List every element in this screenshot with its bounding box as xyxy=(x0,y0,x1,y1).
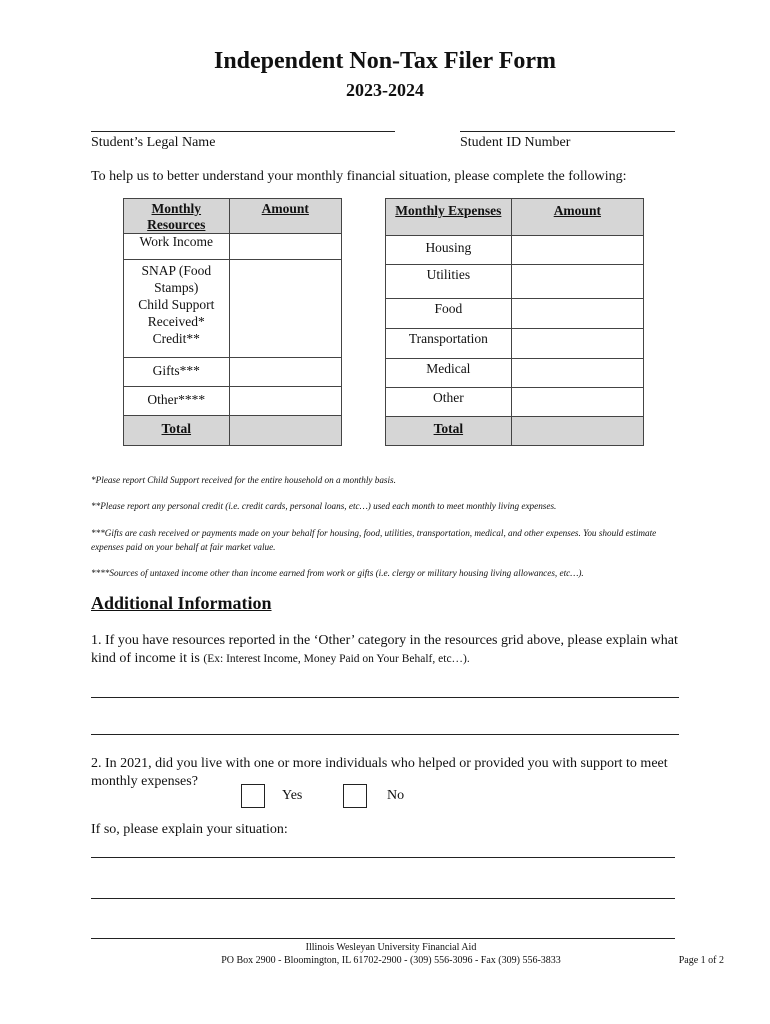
question-1-answer-line-1[interactable] xyxy=(91,697,679,698)
resource-work-income-amount[interactable] xyxy=(229,234,341,260)
form-year: 2023-2024 xyxy=(346,80,424,100)
explain-line-1[interactable] xyxy=(91,857,675,858)
student-id-line[interactable] xyxy=(460,131,675,132)
expenses-header: Monthly Expenses xyxy=(386,199,512,236)
student-name-label: Student’s Legal Name xyxy=(91,135,216,150)
resource-work-income: Work Income xyxy=(124,234,230,260)
note-other: ****Sources of untaxed income other than income earned from work or gifts (i.e. clergy or military housing living allowances, etc…). xyxy=(91,568,584,578)
footer-address: PO Box 2900 - Bloomington, IL 61702-2900 - (309) 556-3096 - Fax (309) 556-3833 xyxy=(221,955,561,966)
no-label: No xyxy=(387,788,405,803)
explain-label: If so, please explain your situation: xyxy=(91,822,288,837)
expense-housing-amount[interactable] xyxy=(511,236,643,265)
question-2: 2. In 2021, did you live with one or more individuals who helped or provided you with support to meet monthly expenses? xyxy=(91,756,668,789)
expenses-amount-header: Amount xyxy=(511,199,643,236)
resource-other: Other**** xyxy=(124,387,230,416)
no-checkbox[interactable] xyxy=(343,784,367,808)
yes-label: Yes xyxy=(282,788,303,803)
resource-child-support: Child Support Received* xyxy=(138,297,215,329)
note-child-support: *Please report Child Support received for the entire household on a monthly basis. xyxy=(91,475,396,485)
expense-other-amount[interactable] xyxy=(511,388,643,417)
expense-food-amount[interactable] xyxy=(511,299,643,329)
question-1-example: (Ex: Interest Income, Money Paid on Your Behalf, etc…). xyxy=(203,653,470,665)
resource-other-amount[interactable] xyxy=(229,387,341,416)
intro-text: To help us to better understand your monthly financial situation, please complete the following: xyxy=(91,169,627,184)
expenses-table xyxy=(385,198,644,446)
resources-total-amount[interactable] xyxy=(229,416,341,446)
additional-heading: Additional Information xyxy=(91,593,272,613)
resource-gifts-amount[interactable] xyxy=(229,358,341,387)
expense-housing: Housing xyxy=(386,236,512,265)
expenses-total: Total xyxy=(386,417,512,446)
expense-transportation-amount[interactable] xyxy=(511,329,643,359)
resources-amount-header: Amount xyxy=(229,199,341,234)
note-gifts: ***Gifts are cash received or payments made on your behalf for housing, food, utilities, transportation, medical, and other expenses. You should estimate expenses paid on your behalf at fair market value. xyxy=(91,528,657,552)
student-id-label: Student ID Number xyxy=(460,135,571,150)
yes-checkbox[interactable] xyxy=(241,784,265,808)
note-credit: **Please report any personal credit (i.e. credit cards, personal loans, etc…) used each month to meet monthly living expenses. xyxy=(91,501,557,511)
question-1 xyxy=(91,632,691,668)
student-name-line[interactable] xyxy=(91,131,395,132)
expense-utilities: Utilities xyxy=(386,265,512,299)
explain-line-3[interactable] xyxy=(91,938,675,939)
resources-header: Monthly Resources xyxy=(124,199,230,234)
resource-snap-group xyxy=(124,260,230,358)
expense-other: Other xyxy=(386,388,512,417)
page-number: Page 1 of 2 xyxy=(678,955,724,966)
explain-line-2[interactable] xyxy=(91,898,675,899)
resource-snap-amount[interactable] xyxy=(229,260,341,358)
resource-credit: Credit** xyxy=(152,331,200,346)
expense-utilities-amount[interactable] xyxy=(511,265,643,299)
question-1-answer-line-2[interactable] xyxy=(91,734,679,735)
resource-gifts: Gifts*** xyxy=(124,358,230,387)
expense-medical-amount[interactable] xyxy=(511,359,643,388)
expense-transportation: Transportation xyxy=(386,329,512,359)
expense-food: Food xyxy=(386,299,512,329)
resources-total: Total xyxy=(124,416,230,446)
resource-snap: SNAP (Food Stamps) xyxy=(141,263,212,295)
expense-medical: Medical xyxy=(386,359,512,388)
footer-org: Illinois Wesleyan University Financial Aid xyxy=(305,942,477,953)
form-title: Independent Non-Tax Filer Form xyxy=(213,48,557,74)
resources-table xyxy=(123,198,342,446)
question-1-text: 1. If you have resources reported in the ‘Other’ category in the resources grid above, please explain what kind of income it is xyxy=(91,633,678,666)
expenses-total-amount[interactable] xyxy=(511,417,643,446)
